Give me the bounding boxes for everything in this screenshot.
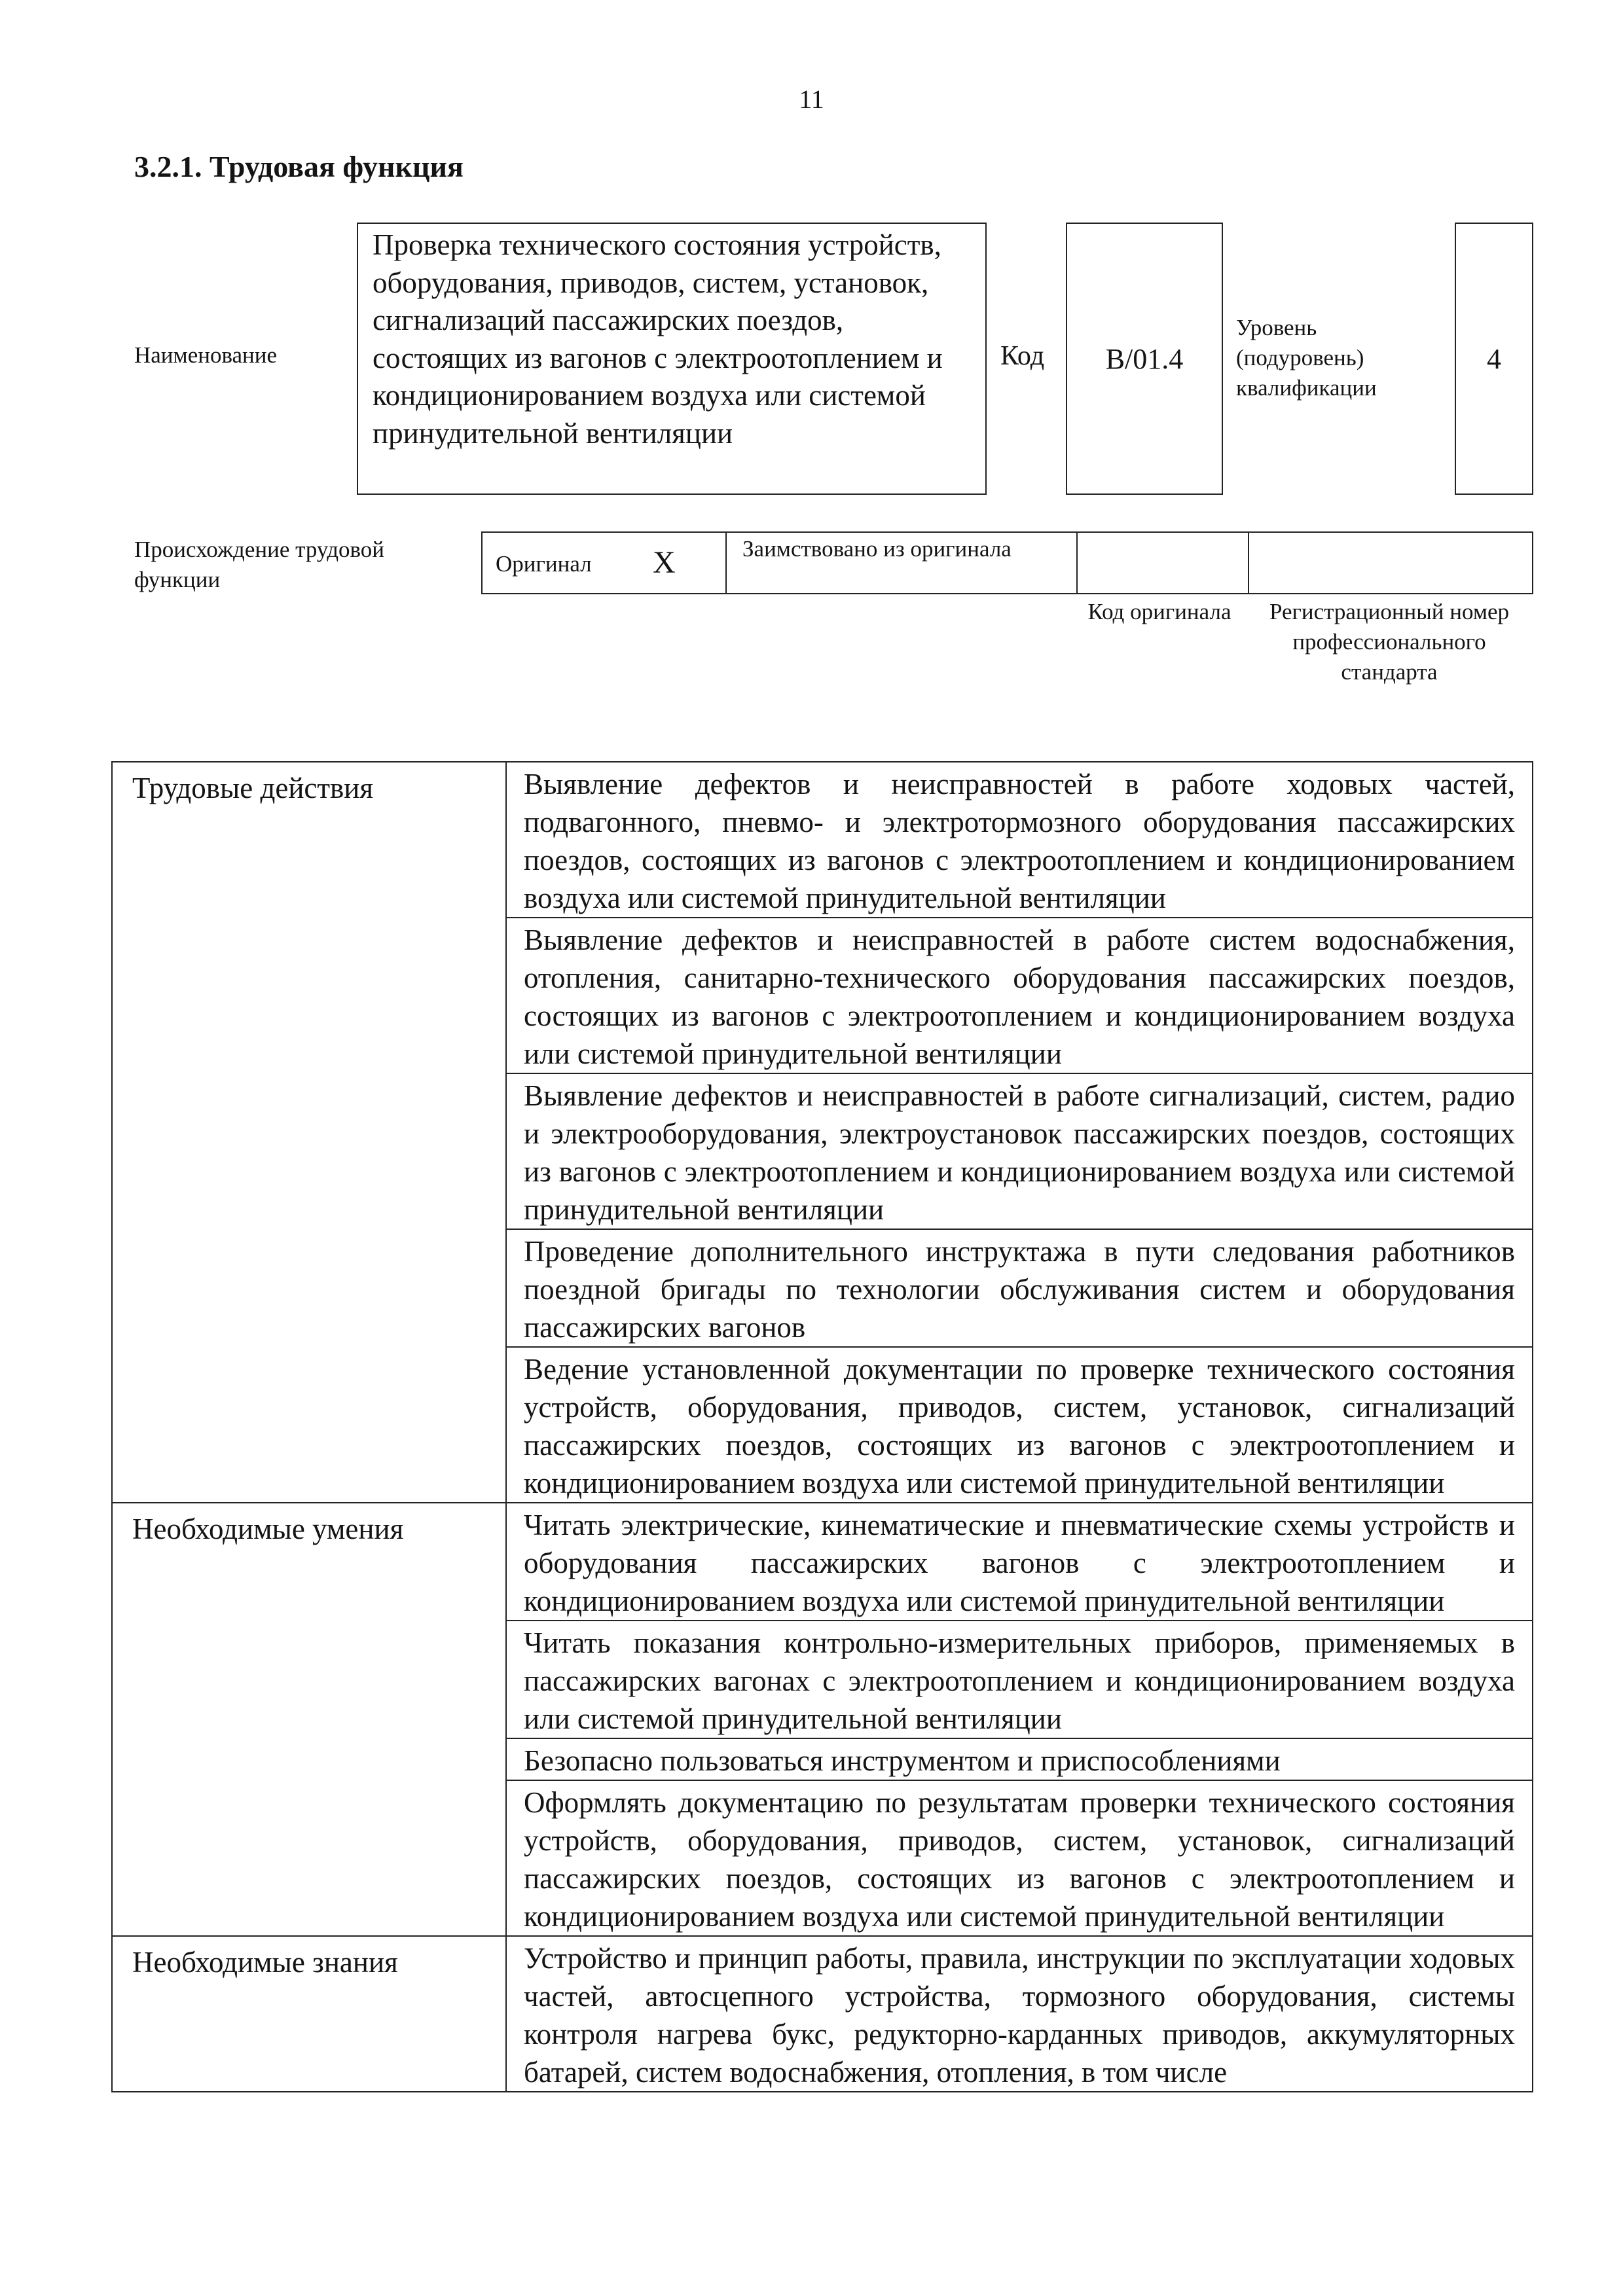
origin-label: Происхождение трудовой функции [134, 537, 385, 592]
page-number: 11 [799, 84, 824, 114]
table-row [112, 1503, 1533, 1621]
name-label: Наименование [134, 342, 278, 368]
borrowed-cell [727, 533, 1078, 593]
original-cell [483, 533, 727, 593]
required-knowledge-header: Необходимые знания [112, 1936, 506, 2092]
labor-action-item: Проведение дополнительного инструктажа в пути следования работников поездной бригады по технологии обслуживания систем и оборудования пассажирских вагонов [506, 1229, 1533, 1347]
level-value: 4 [1487, 342, 1501, 375]
registration-number-caption: Регистрационный номер профессионального стандарта [1269, 599, 1510, 685]
labor-action-item: Выявление дефектов и неисправностей в работе ходовых частей, подвагонного, пневмо- и электротормозного оборудования пассажирских поездов, состоящих из вагонов с электроотоплением и кондиционированием воздуха или системой принудительной вентиляции [506, 762, 1533, 918]
level-label: Уровень (подуровень) квалификации [1236, 315, 1377, 401]
section-title: 3.2.1. Трудовая функция [134, 150, 464, 183]
skill-item: Читать показания контрольно-измерительных приборов, применяемых в пассажирских вагонах с электроотоплением и кондиционированием воздуха или системой принудительной вентиляции [506, 1621, 1533, 1738]
function-name-box [357, 223, 987, 495]
original-code-caption: Код оригинала [1087, 599, 1231, 624]
function-name: Проверка технического состояния устройств, оборудования, приводов, систем, установок, сигнализаций пассажирских поездов, состоящих из вагонов с электроотоплением и кондиционированием воздуха или системой принудительной вентиляции [373, 228, 943, 450]
registration-number-cell [1249, 533, 1532, 593]
required-skills-header: Необходимые умения [112, 1503, 506, 1936]
labor-action-item: Выявление дефектов и неисправностей в работе сигнализаций, систем, радио и электрооборудования, электроустановок пассажирских поездов, состоящих из вагонов с электроотоплением и кондиционированием воздуха или системой принудительной вентиляции [506, 1073, 1533, 1229]
knowledge-item: Устройство и принцип работы, правила, инструкции по эксплуатации ходовых частей, автосцепного устройства, тормозного оборудования, системы контроля нагрева букс, редукторно-карданных приводов, аккумуляторных батарей, систем водоснабжения, отопления, в том числе [506, 1936, 1533, 2092]
code-box [1066, 223, 1223, 495]
labor-actions-header: Трудовые действия [112, 762, 506, 1503]
function-details-table [111, 761, 1533, 2092]
origin-row [481, 531, 1533, 594]
code-label: Код [1000, 341, 1045, 371]
original-mark: X [653, 545, 676, 580]
borrowed-label: Заимствовано из оригинала [742, 536, 1012, 562]
skill-item: Оформлять документацию по результатам проверки технического состояния устройств, оборудования, приводов, систем, установок, сигнализаций пассажирских поездов, состоящих из вагонов с электроотоплением и кондиционированием воздуха или системой принудительной вентиляции [506, 1780, 1533, 1936]
table-row [112, 762, 1533, 918]
labor-action-item: Ведение установленной документации по проверке технического состояния устройств, оборудования, приводов, систем, установок, сигнализаций пассажирских поездов, состоящих из вагонов с электроотоплением и кондиционированием воздуха или системой принудительной вентиляции [506, 1347, 1533, 1503]
labor-action-item: Выявление дефектов и неисправностей в работе систем водоснабжения, отопления, санитарно-технического оборудования пассажирских поездов, состоящих из вагонов с электроотоплением и кондиционированием воздуха или системой принудительной вентиляции [506, 918, 1533, 1073]
code-value: B/01.4 [1105, 342, 1184, 375]
level-box [1455, 223, 1533, 495]
original-label: Оригинал [496, 551, 592, 577]
skill-item: Безопасно пользоваться инструментом и приспособлениями [506, 1738, 1533, 1780]
skill-item: Читать электрические, кинематические и пневматические схемы устройств и оборудования пассажирских вагонов с электроотоплением и кондиционированием воздуха или системой принудительной вентиляции [506, 1503, 1533, 1621]
table-row [112, 1936, 1533, 2092]
original-code-cell [1078, 533, 1249, 593]
